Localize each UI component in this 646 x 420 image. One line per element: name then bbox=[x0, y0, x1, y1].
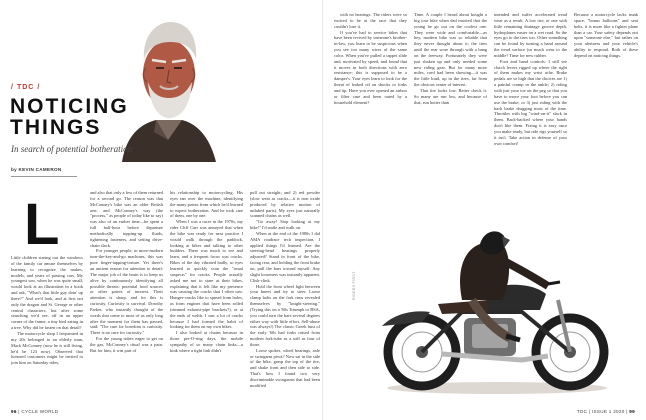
folio-left-magazine: CYCLE WORLD bbox=[21, 409, 59, 414]
column-4-paragraph-4: Hold the front wheel light between your knees and try to steer. Loose clamp bolts on the fork rims revealed themselves by "knight-steering." (Trying this on a '60s Triumph or BSA, you could turn the bars several degrees either way with little effort. Sell-abuse was always!) The classic Greek bust of the early '60s had forks raised from modern fork-tube as a stiff as four of those. bbox=[250, 283, 320, 347]
author-portrait-illustration bbox=[112, 12, 220, 162]
column-5-paragraph-3: If you've had to service bikes that have been revived by someone's brother-in-law, you learn to be suspicious when you see too many wires of the same color. When you've pulled a tappet slide and, motivated by speed, and found that it moves in both directions with zero resistance; this is supposed to be a damper's. Your eyes learn to look for the threat of leaked oil on shocks or forks and tip. Have you ever opened an airbox or filter case and been outed by a household element? bbox=[334, 29, 407, 105]
body-column-5 bbox=[334, 12, 407, 222]
column-1-paragraph-1: Little children staring out the windows of the family car amuse themselves by learning to recognize the makes, models, and years of passing cars. My youngest son, when he was quite small, would look at an illustration in a book and ask, "What's that little guy doin' up there?" And we'd look, and at first not only the dragon and St. George or other central characters, but after some searching we'd see, off in an upper corner of the frame, a tiny bird eating in a tree. Why did he fasten on that detail? bbox=[11, 255, 83, 331]
column-4-paragraph-5: Loose spokes, wheel bearings, axle or swingarm pivot? Now sat in the side of the bike, grasp the top of the tire, and shake front and then side to side. That's how I found two very discriminable swingarms that had been modified bbox=[250, 347, 320, 388]
body-column-6 bbox=[414, 12, 487, 222]
folio-right bbox=[577, 409, 635, 414]
article-headline bbox=[10, 96, 130, 138]
drop-cap-letter: L bbox=[24, 192, 60, 257]
column-4-paragraph-2: "Go away! Stop looking at my bike!" I'd smile and walk on. bbox=[250, 219, 320, 231]
column-1-paragraph-2: The motorcycle shop I frequented in my 20s belonged to an elderly man, Mack McConney (now he is still living, he'd be 123 now). Observed that honored customers might be invited to join him on Saturday rides, bbox=[11, 330, 83, 366]
photo-credit: RIDERS FIRST bbox=[352, 271, 356, 300]
folio-left-page-number: 96 bbox=[11, 409, 17, 414]
article-byline: by KEVIN CAMERON bbox=[11, 167, 62, 172]
body-column-1 bbox=[11, 255, 83, 403]
column-4-paragraph-3: When at the end of the 1980s I did AMA roadrace tech inspection, I applied things I'd learned. Are the steering-head bearings properly adjusted? Stand in front of the bike, facing rear, and holding the front brake on, pull the bars toward myself. Any slight looseness was instantly apparent. Clish-clink. bbox=[250, 230, 320, 283]
section-tag-text: TDC bbox=[16, 84, 35, 91]
folio-right-section: TDC bbox=[576, 409, 588, 414]
folio-right-divider-2: | bbox=[626, 409, 630, 414]
page-gutter bbox=[322, 0, 324, 420]
body-column-4 bbox=[250, 190, 320, 403]
body-column-8 bbox=[574, 12, 638, 222]
column-8-paragraph-1: Because a motorcycle lacks trunk space, "bonus balloons" and seat belts, it is more like a fighter plane than a car. Your safety depends not upon "someone else," but rather on your alertness and your vehicle's ability to respond. Both of these depend on noticing things. bbox=[574, 12, 638, 58]
column-3-paragraph-1: his relationship to motorcycling. His eyes ran over the machine, identifying the many points from which he'd learned to expect botheration. And he took care of them, one by one. bbox=[170, 190, 243, 219]
column-3-paragraph-2: When I was a racer in the 1970s, my rider Cliff Carr was annoyed that when the bike was ready for next practice I would walk through the paddock, looking at bikes and talking to other builders. There was much to see and learn, and a frequent focus was cracks. Bikes of the day vibrated badly, so eyes learned to quickly scan the "usual suspects" for cracks. People actually asked me not to stare at their bikes, explaining that it felt like my presence was causing the cracks that I often saw. Hunger-cracks like to spread from holes, as from engines that have been rolled (rimmed exhaust-pipe brackets?), or at the ends of welds. I saw a lot of cracks because I had formed the habit of looking for them on my own bikes. bbox=[170, 219, 243, 330]
folio-right-issue: ISSUE 1 2020 bbox=[591, 409, 625, 414]
folio-left bbox=[11, 409, 58, 414]
section-tag bbox=[11, 84, 43, 91]
column-5-paragraph-2: with no bearings. The riders were so excited to be at the race that they couldn't lose it. bbox=[334, 12, 407, 29]
column-7-paragraph-2: Foot and hand controls: I still see clutch levers rigged up where the right of them makes my wrist ache. Brake pedals are so high that the choices are 1) a painful cramp in the ankle; 2) riding with just your toe on the peg so that you have to move your foot before you can use the brake; or 3) just riding with the back brake dragging most of the time. Throttles with big "wind-on-it" slack in them. Back-backed where your hands don't like them. Fixing it is easy once you make ready, but ride rigs yourself so it isn't. Take action in defense of your own comfort! bbox=[494, 58, 567, 146]
byline-rule bbox=[11, 176, 77, 177]
section-slash: / bbox=[11, 84, 14, 91]
column-4-paragraph-1: pull out straight; and 2) red powder (slow wear as cracks—it is iron oxide produced by relative motion of unlubed parts). My eyes just naturally scanned chains as well. bbox=[250, 190, 320, 219]
folio-left-divider: | bbox=[18, 409, 22, 414]
body-column-7 bbox=[494, 12, 567, 222]
article-deck: In search of potential botheration bbox=[11, 144, 133, 154]
folio-right-divider: | bbox=[588, 409, 592, 414]
column-3-paragraph-3: I also looked at chains because in those pre-O-ring days, the mobile sympathy of so many chain links—a kink where a tight link didn't bbox=[170, 330, 243, 353]
headline-line-1: NOTICING bbox=[10, 95, 129, 118]
column-7-paragraph-1: intended and suffer accelerated tread wear as a result. A low tire, or one with little remaining drainage groove depth, hydroplanes easier on a wet road. So the eyes go to the tires too. Other something can be found by turning a hand around the tread surface (so much wear to the middle? Time for new rubber. bbox=[494, 12, 567, 58]
body-column-3 bbox=[170, 190, 243, 403]
section-slash-end: / bbox=[37, 84, 41, 91]
folio-right-page-number: 99 bbox=[629, 409, 635, 414]
column-2-paragraph-1: and also that only a few of them returned for a second go. The reason was that McConney's bike was an older British one, and McConney's way (the "process," as people of today like to say) was also of an earlier time—he spent a full half-hour before departure methodically topping-up fluids, tightening fasteners, and setting drive-chain slack. bbox=[90, 190, 163, 248]
column-2-paragraph-3: For the young riders eager to get on the gas, McConney's ritual was a pain. But for him, it was part of bbox=[90, 336, 163, 353]
drop-cap-box bbox=[24, 192, 68, 257]
column-6-paragraph-1: Time. A couple I heard about bought a big tour bike when dad insisted that the young he go out on the coolest one. They were wide and comfortable—as hey, modern bike was so reliable that they never thought about it; the tires until the rear wore through with a bang on the freeway. Fortunately they were just shaken up and only needed some new riding gear. But for many more miles, cord had been showing—it was the little kind, up in the tires, far from the obvious center of interest. bbox=[414, 12, 487, 88]
motorcycle-rider-illustration bbox=[372, 200, 622, 400]
body-column-2 bbox=[90, 190, 163, 403]
headline-line-2: THINGS bbox=[10, 116, 102, 139]
column-2-paragraph-2: For younger people, in more-modern turn-the-key-and-go machines, this was pure finger-tapping-torture. Yet there's an ancient reason for attention to detail: The major job of the brain is to keep us alive by continuously identifying all possible threats: potential food sources or other points of interest. Their attention is sharp, and for this is curiosity. Curiosity is survival. Dorothy Parker, who instantly thought of the words that come to most of us only long after the moment for them has passed, said: "The cure for boredom is curiosity. There is no cure for curiosity." bbox=[90, 248, 163, 336]
column-6-paragraph-2: That tire looks low. Better check it. So many are run low, and because of that, run hotter than bbox=[414, 87, 487, 105]
